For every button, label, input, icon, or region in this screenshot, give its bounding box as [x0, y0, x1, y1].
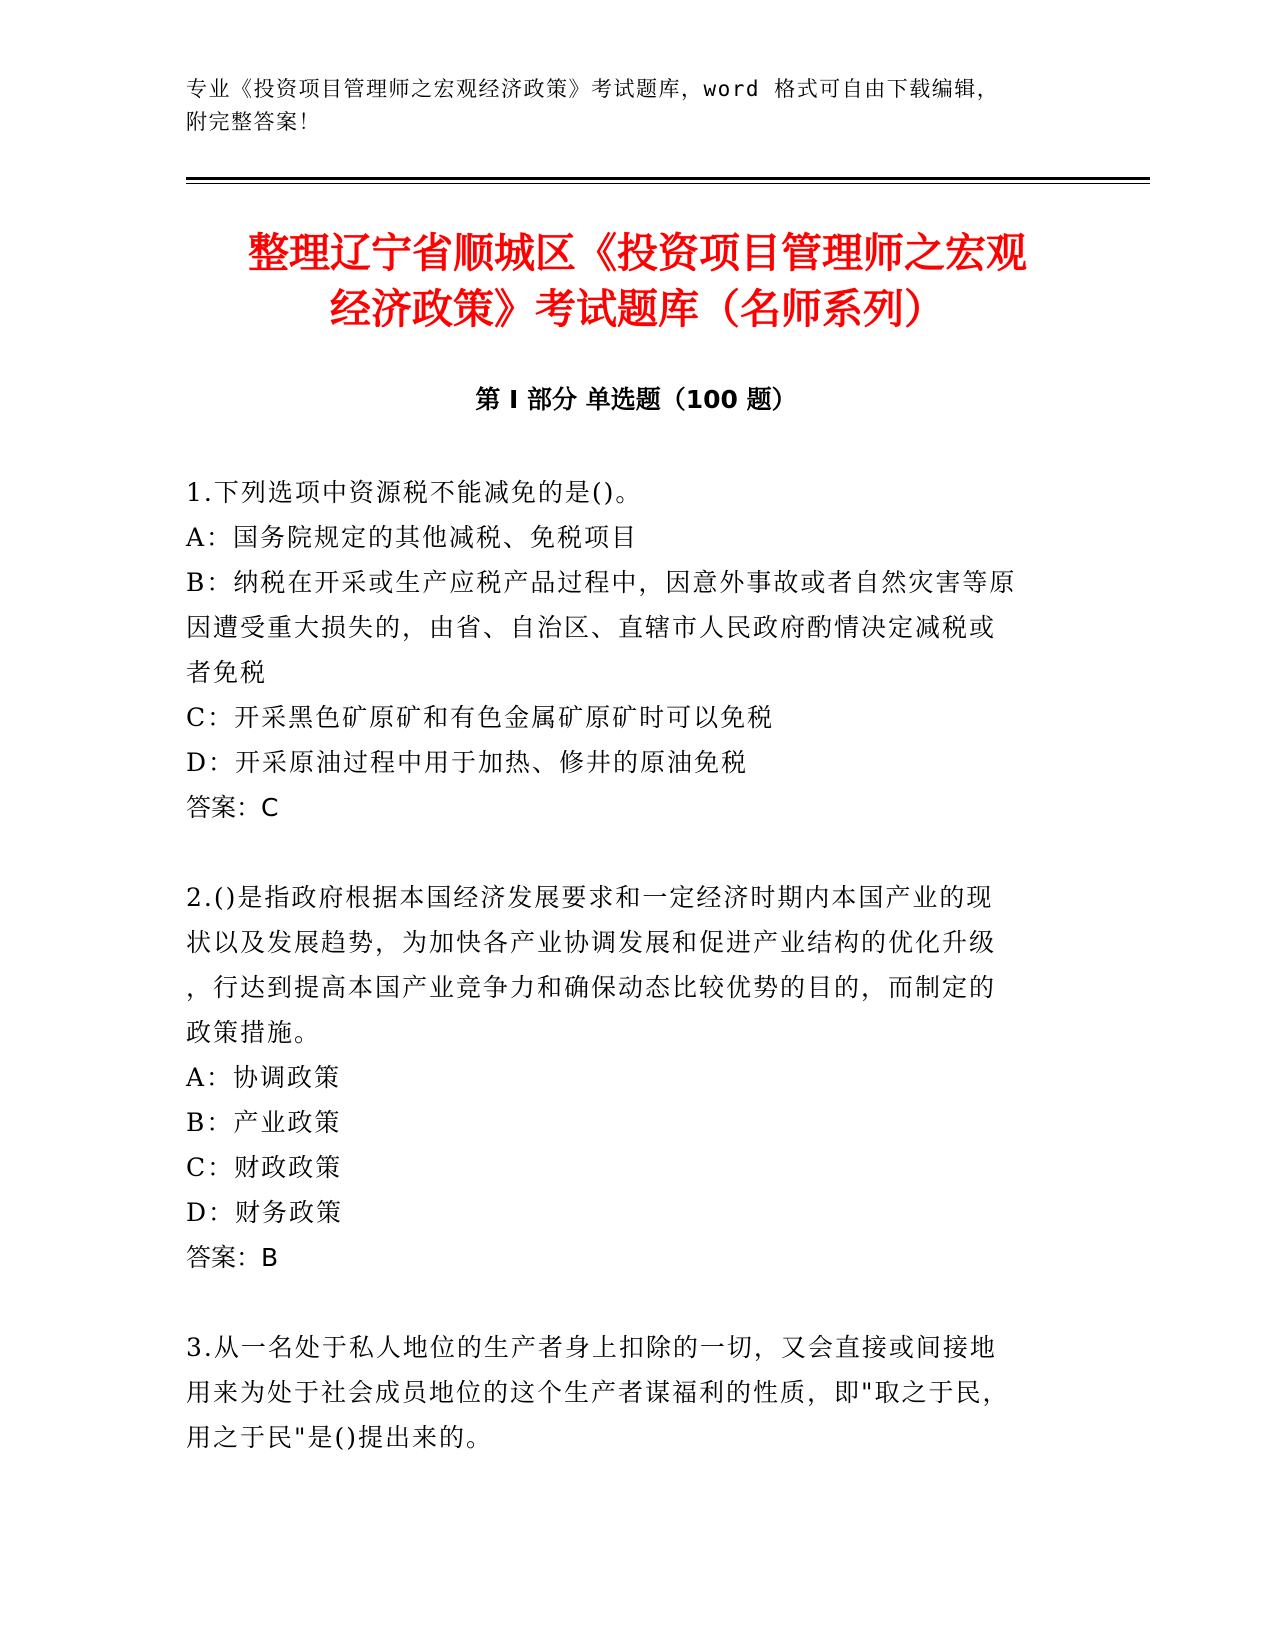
question-3: [186, 1325, 1076, 1460]
intro-text: [186, 73, 1076, 139]
question-1: [186, 470, 1076, 830]
option-b-cont: 者免税: [186, 658, 268, 687]
option-a: A：协调政策: [186, 1063, 342, 1092]
option-d: D：开采原油过程中用于加热、修井的原油免税: [186, 748, 749, 777]
intro-line: 附完整答案！: [186, 110, 321, 134]
question-stem: 3.从一名处于私人地位的生产者身上扣除的一切，又会直接或间接地: [186, 1333, 997, 1362]
title-line: 经济政策》考试题库（名师系列）: [330, 285, 945, 333]
question-list: [186, 470, 1076, 1505]
option-d: D：财务政策: [186, 1198, 344, 1227]
header-rule-thin: [186, 183, 1150, 184]
question-stem: 2.()是指政府根据本国经济发展要求和一定经济时期内本国产业的现: [186, 883, 994, 912]
question-stem: 1.下列选项中资源税不能减免的是()。: [186, 478, 643, 507]
option-b: B：纳税在开采或生产应税产品过程中，因意外事故或者自然灾害等原: [186, 568, 1017, 597]
question-stem-cont: 用来为处于社会成员地位的这个生产者谋福利的性质，即"取之于民，: [186, 1378, 1010, 1407]
intro-line: 专业《投资项目管理师之宏观经济政策》考试题库，word 格式可自由下载编辑，: [186, 77, 1000, 101]
question-stem-cont: 用之于民"是()提出来的。: [186, 1423, 494, 1452]
answer-label: 答案：B: [186, 1243, 279, 1272]
question-2: [186, 875, 1076, 1280]
header-rule-thick: [186, 177, 1150, 180]
question-stem-cont: 状以及发展趋势，为加快各产业协调发展和促进产业结构的优化升级: [186, 928, 997, 957]
answer-label: 答案：C: [186, 793, 279, 822]
question-stem-cont: 政策措施。: [186, 1018, 322, 1047]
question-stem-cont: ，行达到提高本国产业竞争力和确保动态比较优势的目的，而制定的: [186, 973, 997, 1002]
option-b-cont: 因遭受重大损失的，由省、自治区、直辖市人民政府酌情决定减税或: [186, 613, 997, 642]
option-a: A：国务院规定的其他减税、免税项目: [186, 523, 639, 552]
title-line: 整理辽宁省顺城区《投资项目管理师之宏观: [248, 229, 1027, 277]
option-c: C：开采黑色矿原矿和有色金属矿原矿时可以免税: [186, 703, 775, 732]
document-title: [150, 225, 1125, 337]
option-b: B：产业政策: [186, 1108, 342, 1137]
section-heading: 第 I 部分 单选题（100 题）: [475, 385, 797, 414]
option-c: C：财政政策: [186, 1153, 343, 1182]
